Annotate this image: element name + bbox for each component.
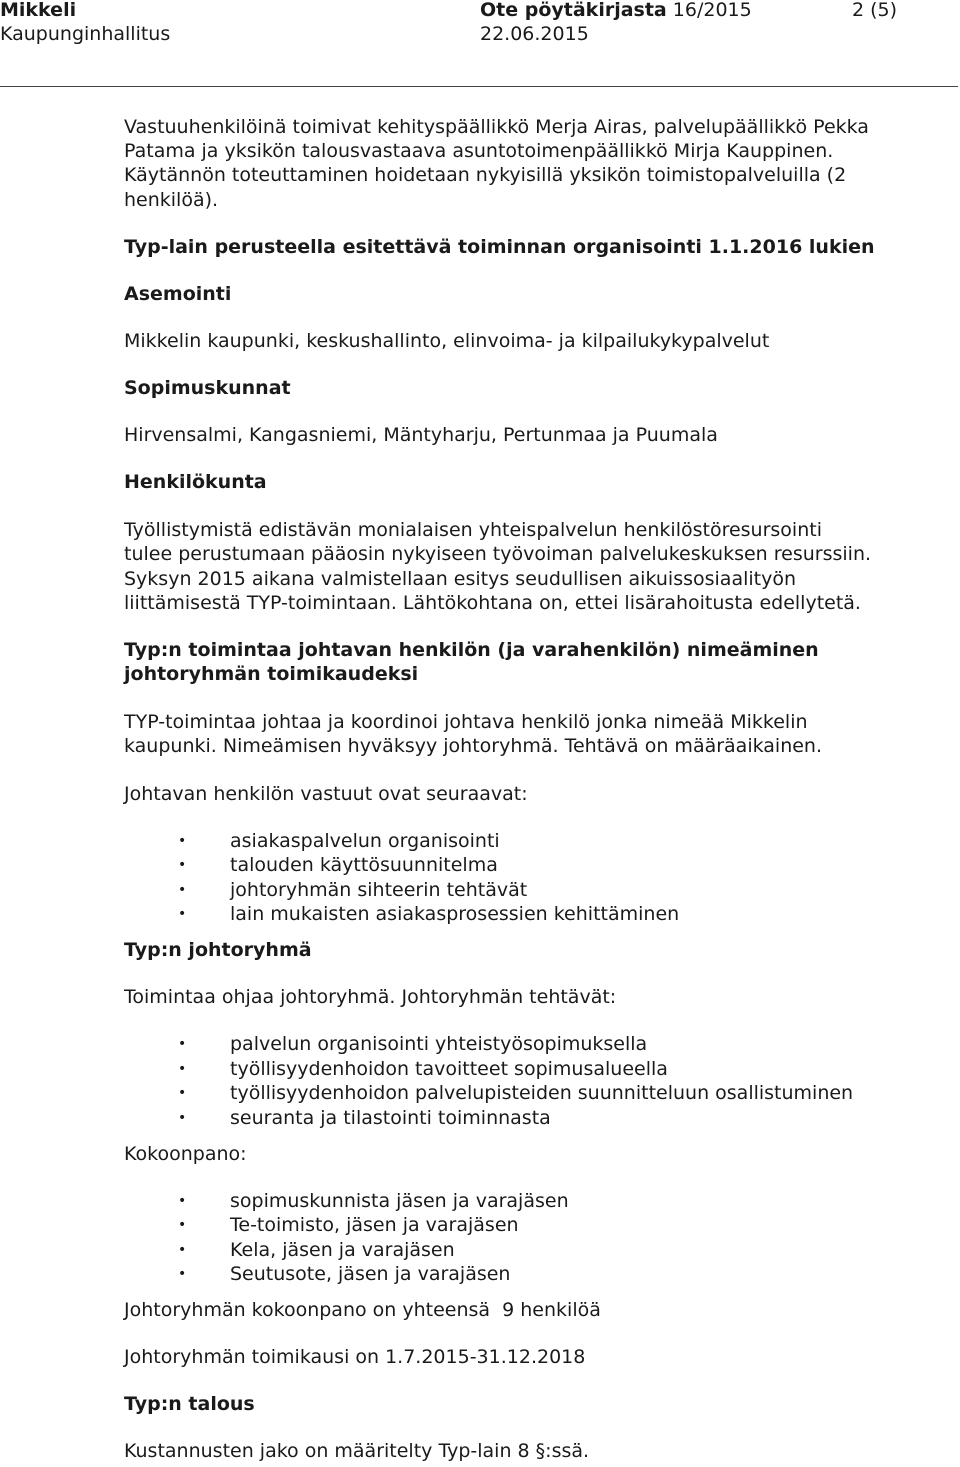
board-total-text: Johtoryhmän kokoonpano on yhteensä 9 henkilöä bbox=[124, 1299, 601, 1321]
task-text: työllisyydenhoidon tavoitteet sopimusalueella bbox=[230, 1058, 668, 1080]
municipalities-text: Hirvensalmi, Kangasniemi, Mäntyharju, Pertunmaa ja Puumala bbox=[124, 424, 718, 446]
staff-line: Työllistymistä edistävän monialaisen yhteispalvelun henkilöstöresursointi bbox=[124, 519, 822, 541]
placement-text: Mikkelin kaupunki, keskushallinto, elinvoima- ja kilpailukykypalvelut bbox=[124, 330, 770, 352]
bullet-icon: • bbox=[178, 1085, 187, 1101]
composition-text: Seutusote, jäsen ja varajäsen bbox=[230, 1263, 511, 1285]
composition-text: sopimuskunnista jäsen ja varajäsen bbox=[230, 1190, 569, 1212]
duty-text: lain mukaisten asiakasprosessien kehittäminen bbox=[230, 903, 680, 925]
intro-line: Patama ja yksikön talousvastaava asuntotoimenpäällikkö Mirja Kauppinen. bbox=[124, 140, 834, 162]
board-term-text: Johtoryhmän toimikausi on 1.7.2015-31.12.2018 bbox=[124, 1346, 586, 1368]
duty-text: johtoryhmän sihteerin tehtävät bbox=[230, 879, 528, 901]
staff-heading: Henkilökunta bbox=[124, 471, 267, 493]
bullet-icon: • bbox=[178, 1242, 187, 1258]
bullet-icon: • bbox=[178, 1217, 187, 1233]
staff-line: tulee perustumaan pääosin nykyiseen työvoiman palvelukeskuksen resurssiin. bbox=[124, 543, 872, 565]
composition-text: Te-toimisto, jäsen ja varajäsen bbox=[230, 1214, 519, 1236]
leader-text-line: TYP-toimintaa johtaa ja koordinoi johtava henkilö jonka nimeää Mikkelin bbox=[124, 711, 808, 733]
bullet-icon: • bbox=[178, 1110, 187, 1126]
bullet-icon: • bbox=[178, 1061, 187, 1077]
finance-heading: Typ:n talous bbox=[124, 1393, 255, 1415]
task-text: palvelun organisointi yhteistyösopimuksella bbox=[230, 1033, 648, 1055]
bullet-icon: • bbox=[178, 882, 187, 898]
header-doc-number: 16/2015 bbox=[672, 0, 752, 21]
board-tasks-intro: Toimintaa ohjaa johtoryhmä. Johtoryhmän tehtävät: bbox=[124, 986, 617, 1008]
leader-heading-line: johtoryhmän toimikaudeksi bbox=[124, 663, 419, 685]
bullet-icon: • bbox=[178, 1036, 187, 1052]
composition-label: Kokoonpano: bbox=[124, 1143, 247, 1165]
bullet-icon: • bbox=[178, 857, 187, 873]
intro-line: henkilöä). bbox=[124, 189, 219, 211]
header-body-name: Kaupunginhallitus bbox=[0, 23, 171, 45]
duties-intro: Johtavan henkilön vastuut ovat seuraavat: bbox=[124, 783, 528, 805]
bullet-icon: • bbox=[178, 1266, 187, 1282]
composition-text: Kela, jäsen ja varajäsen bbox=[230, 1239, 455, 1261]
bullet-icon: • bbox=[178, 833, 187, 849]
board-heading: Typ:n johtoryhmä bbox=[124, 939, 312, 961]
header-doc-title bbox=[480, 0, 752, 22]
organisation-heading: Typ-lain perusteella esitettävä toiminnan organisointi 1.1.2016 lukien bbox=[124, 236, 875, 258]
header-doc-type: Ote pöytäkirjasta bbox=[480, 0, 667, 21]
leader-text-line: kaupunki. Nimeämisen hyväksyy johtoryhmä. Tehtävä on määräaikainen. bbox=[124, 735, 823, 757]
header-divider bbox=[0, 86, 958, 87]
header-page-number: 2 (5) bbox=[852, 0, 898, 21]
task-text: seuranta ja tilastointi toiminnasta bbox=[230, 1107, 551, 1129]
municipalities-heading: Sopimuskunnat bbox=[124, 377, 291, 399]
bullet-icon: • bbox=[178, 1193, 187, 1209]
intro-line: Käytännön toteuttaminen hoidetaan nykyisillä yksikön toimistopalveluilla (2 bbox=[124, 164, 847, 186]
intro-line: Vastuuhenkilöinä toimivat kehityspäällikkö Merja Airas, palvelupäällikkö Pekka bbox=[124, 116, 869, 138]
staff-line: liittämisestä TYP-toimintaan. Lähtökohtana on, ettei lisärahoitusta edellytetä. bbox=[124, 592, 861, 614]
placement-heading: Asemointi bbox=[124, 283, 232, 305]
staff-line: Syksyn 2015 aikana valmistellaan esitys seudullisen aikuissosiaalityön bbox=[124, 568, 797, 590]
header-city: Mikkeli bbox=[0, 0, 77, 21]
finance-text: Kustannusten jako on määritelty Typ-lain 8 §:ssä. bbox=[124, 1440, 590, 1462]
duty-text: asiakaspalvelun organisointi bbox=[230, 830, 500, 852]
leader-heading-line: Typ:n toimintaa johtavan henkilön (ja varahenkilön) nimeäminen bbox=[124, 639, 819, 661]
duty-text: talouden käyttösuunnitelma bbox=[230, 854, 498, 876]
header-date: 22.06.2015 bbox=[480, 23, 589, 45]
bullet-icon: • bbox=[178, 906, 187, 922]
task-text: työllisyydenhoidon palvelupisteiden suunnitteluun osallistuminen bbox=[230, 1082, 854, 1104]
